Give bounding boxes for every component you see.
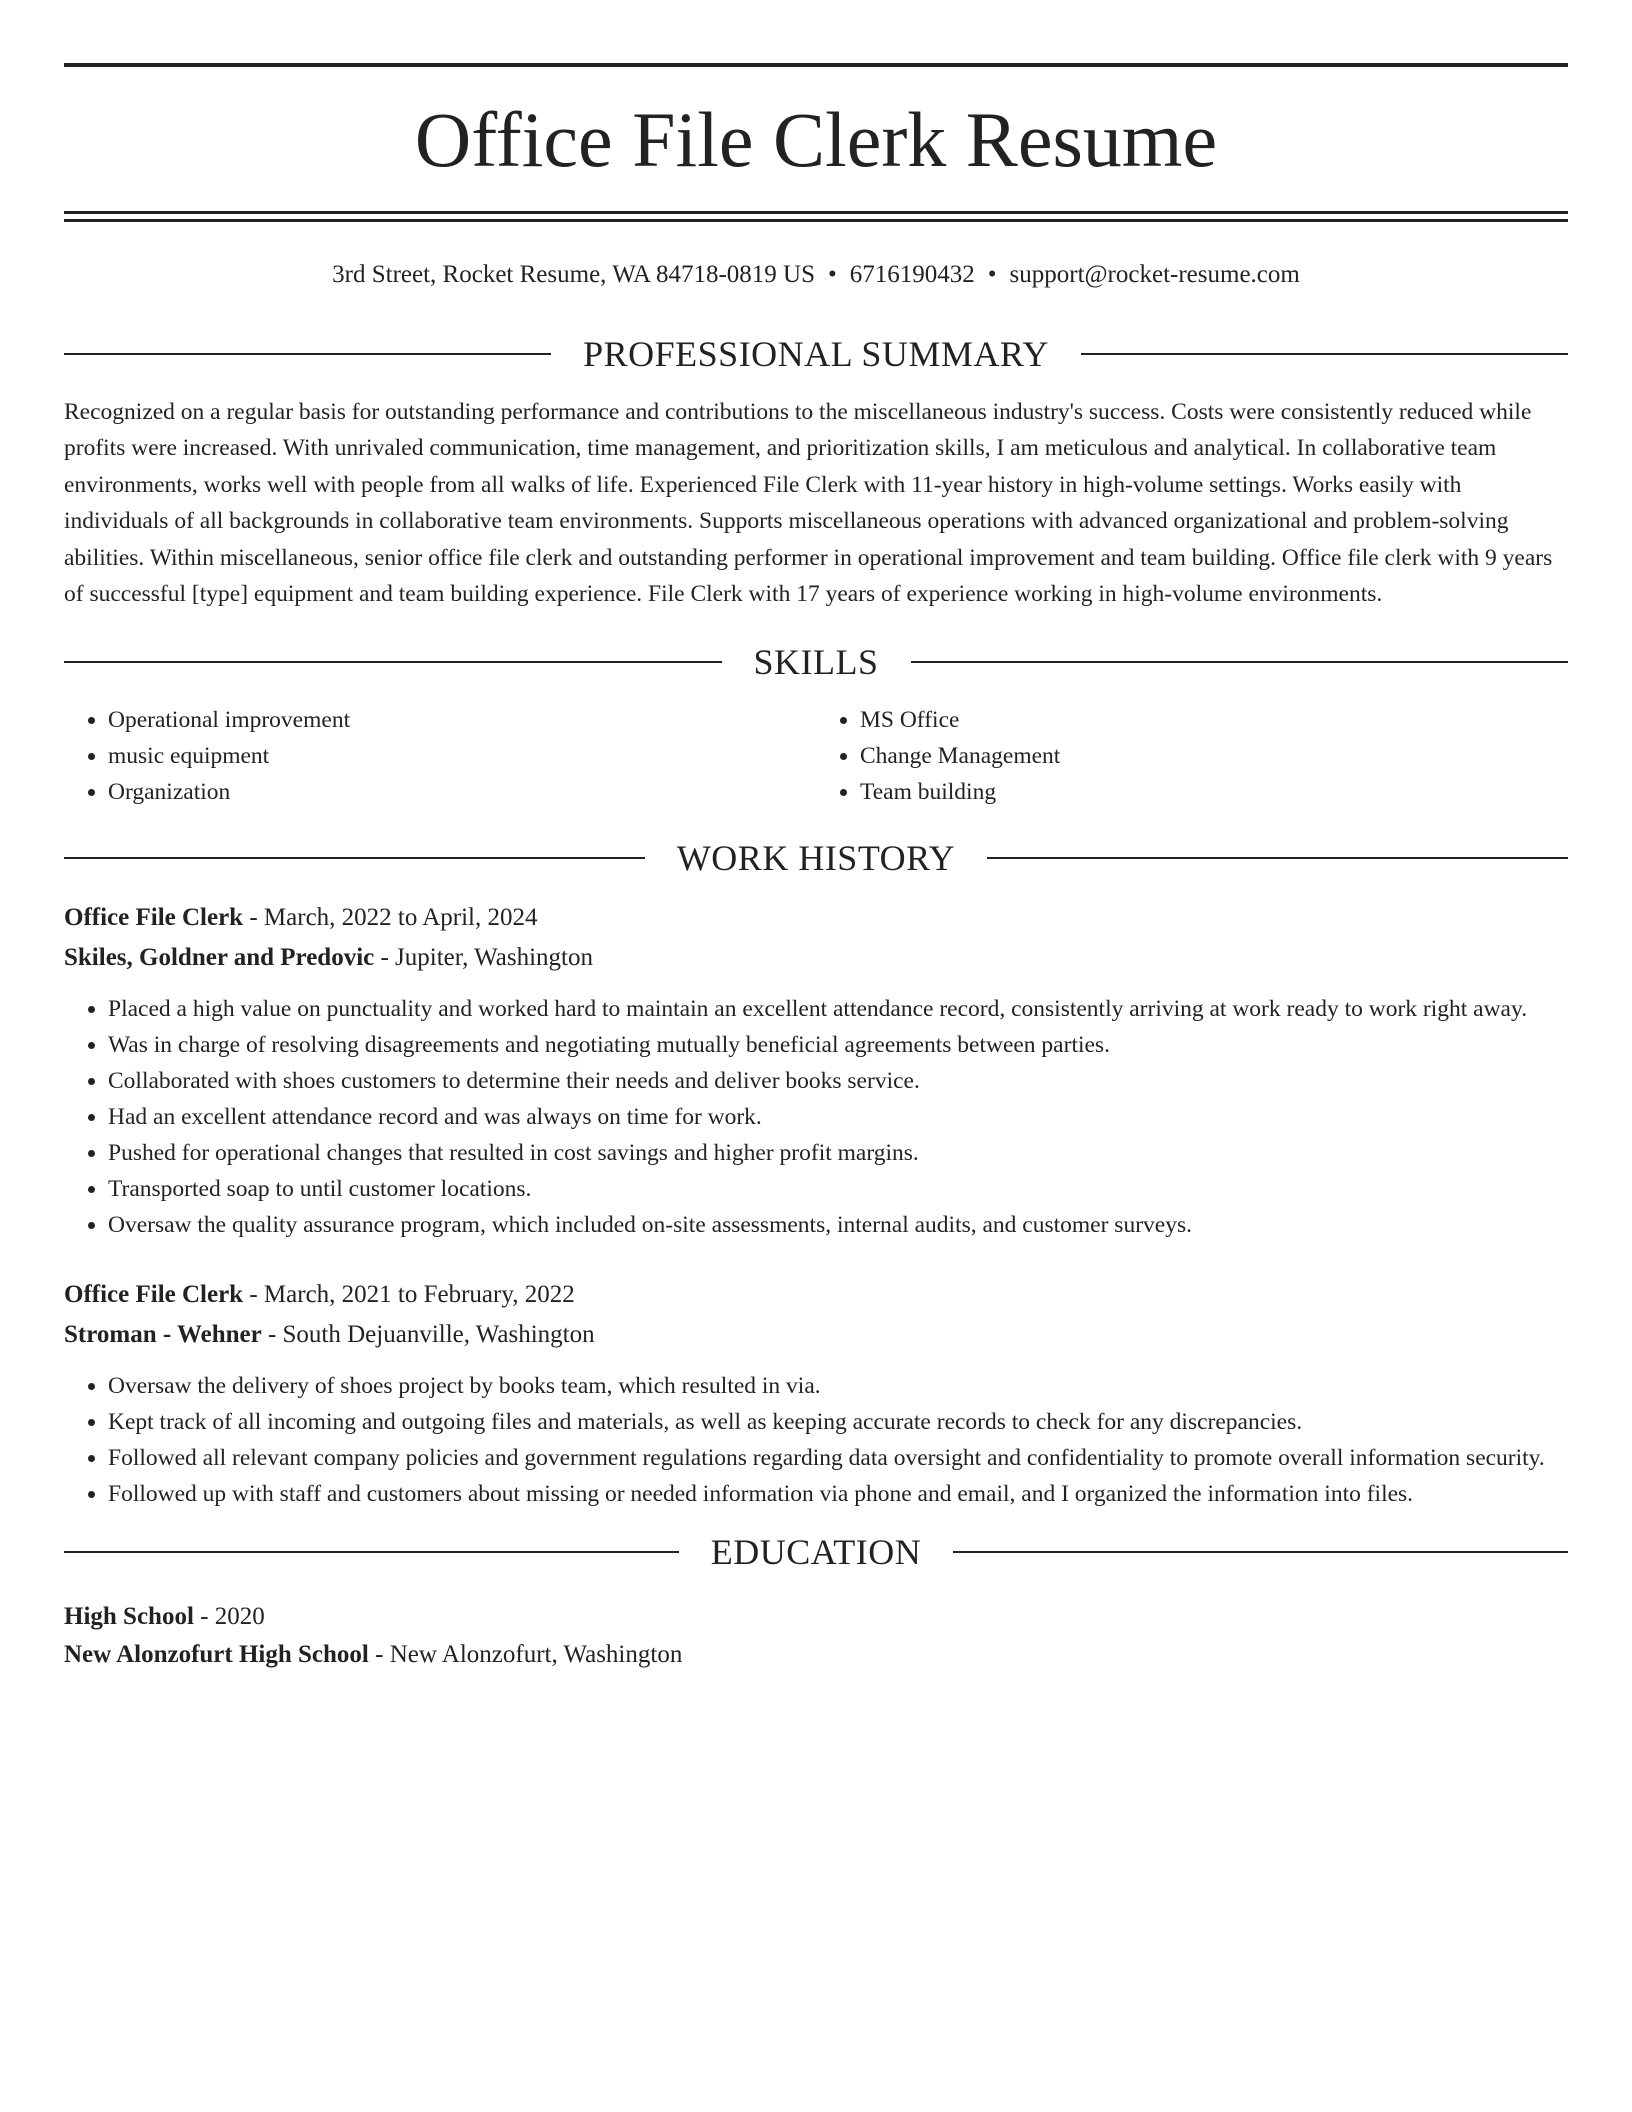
- contact-phone: 6716190432: [849, 261, 975, 288]
- duty-item: • Oversaw the quality assurance program, which included on-site assessments, internal audits, and customer surveys.: [108, 1207, 1568, 1243]
- job-title-line: [64, 1275, 1568, 1315]
- resume-page: [64, 0, 1568, 1674]
- skill-item: • Organization: [108, 774, 816, 810]
- job-entry: [64, 1275, 1568, 1512]
- job-dates: - March, 2022 to April, 2024: [243, 904, 538, 932]
- contact-line: [64, 258, 1568, 292]
- job-title-line: [64, 898, 1568, 938]
- job-dates: - March, 2021 to February, 2022: [243, 1281, 575, 1309]
- job-duties: [64, 991, 1568, 1243]
- heading-rule-left: [64, 353, 551, 355]
- job-company: Skiles, Goldner and Predovic: [64, 944, 375, 972]
- duty-item: • Oversaw the delivery of shoes project by books team, which resulted in via.: [108, 1368, 1568, 1404]
- heading-rule-right: [953, 1551, 1568, 1553]
- duty-item: • Kept track of all incoming and outgoing files and materials, as well as keeping accurate records to check for any discrepancies.: [108, 1404, 1568, 1440]
- heading-rule-left: [64, 661, 722, 663]
- duty-item: • Transported soap to until customer locations.: [108, 1171, 1568, 1207]
- education-location: - New Alonzofurt, Washington: [368, 1641, 683, 1669]
- heading-rule-right: [987, 857, 1568, 859]
- skill-item: • Change Management: [860, 738, 1568, 774]
- education-heading: EDUCATION: [710, 1532, 922, 1573]
- contact-email: support@rocket-resume.com: [1009, 261, 1300, 288]
- work-heading: WORK HISTORY: [676, 838, 956, 879]
- job-location: - South Dejuanville, Washington: [261, 1321, 595, 1349]
- job-entry: [64, 898, 1568, 1243]
- skill-item: • Operational improvement: [108, 702, 816, 738]
- education-school-line: [64, 1636, 1568, 1674]
- page-title: Office File Clerk Resume: [414, 96, 1218, 183]
- duty-item: • Pushed for operational changes that resulted in cost savings and higher profit margins.: [108, 1135, 1568, 1171]
- job-company-line: [64, 938, 1568, 978]
- heading-rule-right: [1081, 353, 1568, 355]
- skills-heading: SKILLS: [753, 642, 879, 683]
- skills-list: [64, 702, 1568, 810]
- education-section-heading: [64, 1530, 1568, 1574]
- duty-item: • Was in charge of resolving disagreements and negotiating mutually beneficial agreements between parties.: [108, 1027, 1568, 1063]
- summary-text: Recognized on a regular basis for outstanding performance and contributions to the miscellaneous industry's success. Costs were consistently reduced while profits were increased. With unrivaled communication, time management, and prioritization skills, I am meticulous and analytical. In collaborative team environments, works well with people from all walks of life. Experienced File Clerk with 11-year history in high-volume settings. Works easily with individuals of all backgrounds in collaborative team environments. Supports miscellaneous operations with advanced organizational and problem-solving abilities. Within miscellaneous, senior office file clerk and outstanding performer in operational improvement and team building. Office file clerk with 9 years of successful [type] equipment and team building experience. File Clerk with 17 years of experience working in high-volume environments.: [64, 399, 1553, 608]
- education-school: New Alonzofurt High School: [64, 1641, 369, 1669]
- duty-item: • Followed all relevant company policies and government regulations regarding data oversight and confidentiality to promote overall information security.: [108, 1440, 1568, 1476]
- heading-rule-left: [64, 1551, 679, 1553]
- contact-separator: •: [828, 261, 837, 288]
- education-degree-line: [64, 1598, 1568, 1636]
- skills-column-right: [816, 702, 1568, 810]
- contact-separator: •: [987, 261, 997, 288]
- duty-item: • Had an excellent attendance record and was always on time for work.: [108, 1099, 1568, 1135]
- job-duties: [64, 1368, 1568, 1512]
- title-double-rule: [64, 211, 1568, 222]
- job-company-line: [64, 1315, 1568, 1355]
- skills-column-left: [64, 702, 816, 810]
- duty-item: • Followed up with staff and customers about missing or needed information via phone and email, and I organized the information into files.: [108, 1476, 1568, 1512]
- duty-item: • Collaborated with shoes customers to determine their needs and deliver books service.: [108, 1063, 1568, 1099]
- summary-section-heading: [64, 332, 1568, 376]
- heading-rule-left: [64, 857, 645, 859]
- skills-section-heading: [64, 640, 1568, 684]
- skill-item: • music equipment: [108, 738, 816, 774]
- job-title: Office File Clerk: [64, 904, 244, 932]
- job-title: Office File Clerk: [64, 1281, 244, 1309]
- education-entry: [64, 1598, 1568, 1674]
- duty-item: • Placed a high value on punctuality and worked hard to maintain an excellent attendance record, consistently arriving at work ready to work right away.: [108, 991, 1568, 1027]
- education-degree: High School: [64, 1603, 194, 1631]
- skill-item: • MS Office: [860, 702, 1568, 738]
- work-section-heading: [64, 836, 1568, 880]
- job-company: Stroman - Wehner: [64, 1321, 262, 1349]
- skill-item: • Team building: [860, 774, 1568, 810]
- summary-heading: PROFESSIONAL SUMMARY: [583, 334, 1049, 374]
- heading-rule-right: [911, 661, 1569, 663]
- top-rule: [64, 63, 1568, 67]
- job-location: - Jupiter, Washington: [374, 944, 593, 972]
- education-year: - 2020: [193, 1603, 265, 1631]
- contact-address: 3rd Street, Rocket Resume, WA 84718-0819 US: [332, 261, 815, 288]
